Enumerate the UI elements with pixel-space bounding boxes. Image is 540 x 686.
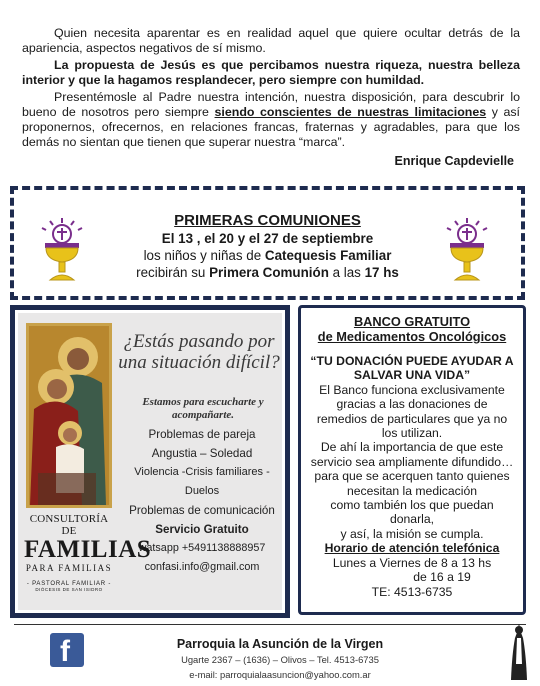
- paragraph-3-underlined: siendo conscientes de nuestras limitaciones: [214, 105, 487, 119]
- counseling-headline: ¿Estás pasando por una situación difícil?: [118, 331, 280, 373]
- parish-address: Ugarte 2367 – (1636) – Olivos – Tel. 4513-6735: [181, 654, 379, 665]
- communion-box: [10, 186, 525, 300]
- bank-line: para que se acerquen tanto quienes: [314, 469, 510, 484]
- line3-b: Primera Comunión: [209, 265, 329, 280]
- bank-phone: TE: 4513-6735: [371, 584, 453, 599]
- bank-line: donarla,: [389, 512, 435, 527]
- counseling-logo: [24, 513, 152, 592]
- paragraph-3-a: Presentémosle al Padre nuestra intención, nuestra disposición, para descubrir lo bueno de nosotros pero siempre: [22, 90, 520, 119]
- bank-line: gracias a las donaciones de: [336, 397, 488, 412]
- family-counseling-flyer: [18, 313, 282, 610]
- logo-line-5: DIÓCESIS DE SAN ISIDRO: [35, 587, 103, 592]
- communion-line-2: [104, 247, 431, 264]
- line2-a: los niños y niñas de: [143, 248, 265, 263]
- bank-line: necesitan la medicación: [346, 483, 478, 498]
- medication-bank-panel: [298, 305, 526, 615]
- holy-family-icon: [26, 323, 112, 508]
- hours-title: Horario de atención telefónica: [324, 541, 500, 556]
- free-service: Servicio Gratuito: [155, 523, 249, 536]
- communion-title: PRIMERAS COMUNIONES: [174, 212, 361, 229]
- bank-line: servicio sea ampliamente difundido…: [310, 454, 514, 469]
- service-item: Problemas de comunicación: [129, 504, 275, 517]
- logo-line-4: - PASTORAL FAMILIAR -: [26, 581, 112, 587]
- bank-body: [305, 383, 519, 541]
- bank-subtitle: de Medicamentos Oncológicos: [317, 329, 507, 344]
- bank-line: y así, la misión se cumpla.: [340, 526, 484, 541]
- communion-announcement: [104, 212, 431, 281]
- logo-line-3: PARA FAMILIAS: [25, 563, 113, 573]
- chalice-icon: [441, 216, 493, 284]
- service-item: Angustia – Soledad: [151, 447, 253, 460]
- line2-b: Catequesis Familiar: [264, 248, 392, 263]
- bank-quote: “TU DONACIÓN PUEDE AYUDAR A SALVAR UNA VIDA”: [310, 354, 514, 383]
- parish-email[interactable]: e-mail: parroquialaasuncion@yahoo.com.ar: [189, 669, 371, 680]
- bank-line: De ahí la importancia de que este: [320, 440, 504, 455]
- parish-name: Parroquia la Asunción de la Virgen: [176, 637, 384, 651]
- chalice-icon: [36, 216, 88, 284]
- counseling-subline: Estamos para escucharte y acompañarte.: [142, 396, 264, 421]
- author: Enrique Capdevielle: [394, 154, 514, 168]
- bank-line: El Banco funciona exclusivamente: [319, 382, 505, 397]
- virgin-mary-icon: [506, 624, 532, 682]
- footer-divider: [14, 624, 526, 625]
- bank-line: los utilizan.: [381, 426, 443, 441]
- paragraph-2: La propuesta de Jesús es que percibamos nuestra riqueza, nuestra belleza interior y que la hagamos resplandecer, pero siempre con humildad.: [22, 58, 520, 87]
- paragraph-3-b: y así proponernos, ofrecernos, en relaciones francas, fraternas y agradables, para que los demás no sientan que tienen que superar nuestra “marca”.: [22, 105, 521, 149]
- communion-dates: El 13 , el 20 y el 27 de septiembre: [161, 231, 374, 246]
- communion-line-3: [104, 264, 431, 281]
- line3-d: 17 hs: [364, 265, 399, 280]
- service-item: Problemas de pareja: [148, 428, 256, 441]
- paragraph-1: Quien necesita aparentar es en realidad aquel que quiere ocultar detrás de la apariencia, aspectos negativos de sí mismo.: [22, 26, 520, 55]
- family-counseling-panel: [10, 305, 290, 618]
- bank-line: como también los que puedan: [330, 498, 494, 513]
- line3-c: a las: [328, 265, 365, 280]
- counseling-email: confasi.info@gmail.com: [144, 561, 260, 573]
- whatsapp-number: watsapp +5491138888957: [138, 542, 266, 554]
- hours-line-2: de 16 a 19: [413, 570, 471, 585]
- line3-a: recibirán su: [136, 265, 210, 280]
- reflection-text: [22, 26, 520, 152]
- facebook-letter: f: [60, 635, 70, 668]
- logo-line-1: CONSULTORÍA DE: [29, 513, 109, 537]
- service-item: Violencia -Crisis familiares - Duelos: [134, 466, 270, 497]
- hours-line-1: Lunes a Viernes de 8 a 13 hs: [332, 555, 492, 570]
- bank-line: remedios de particulares que ya no: [316, 411, 508, 426]
- paragraph-3: [22, 90, 520, 150]
- bank-title: BANCO GRATUITO: [353, 314, 471, 329]
- facebook-icon[interactable]: [50, 633, 84, 667]
- logo-line-2: FAMILIAS: [24, 536, 152, 563]
